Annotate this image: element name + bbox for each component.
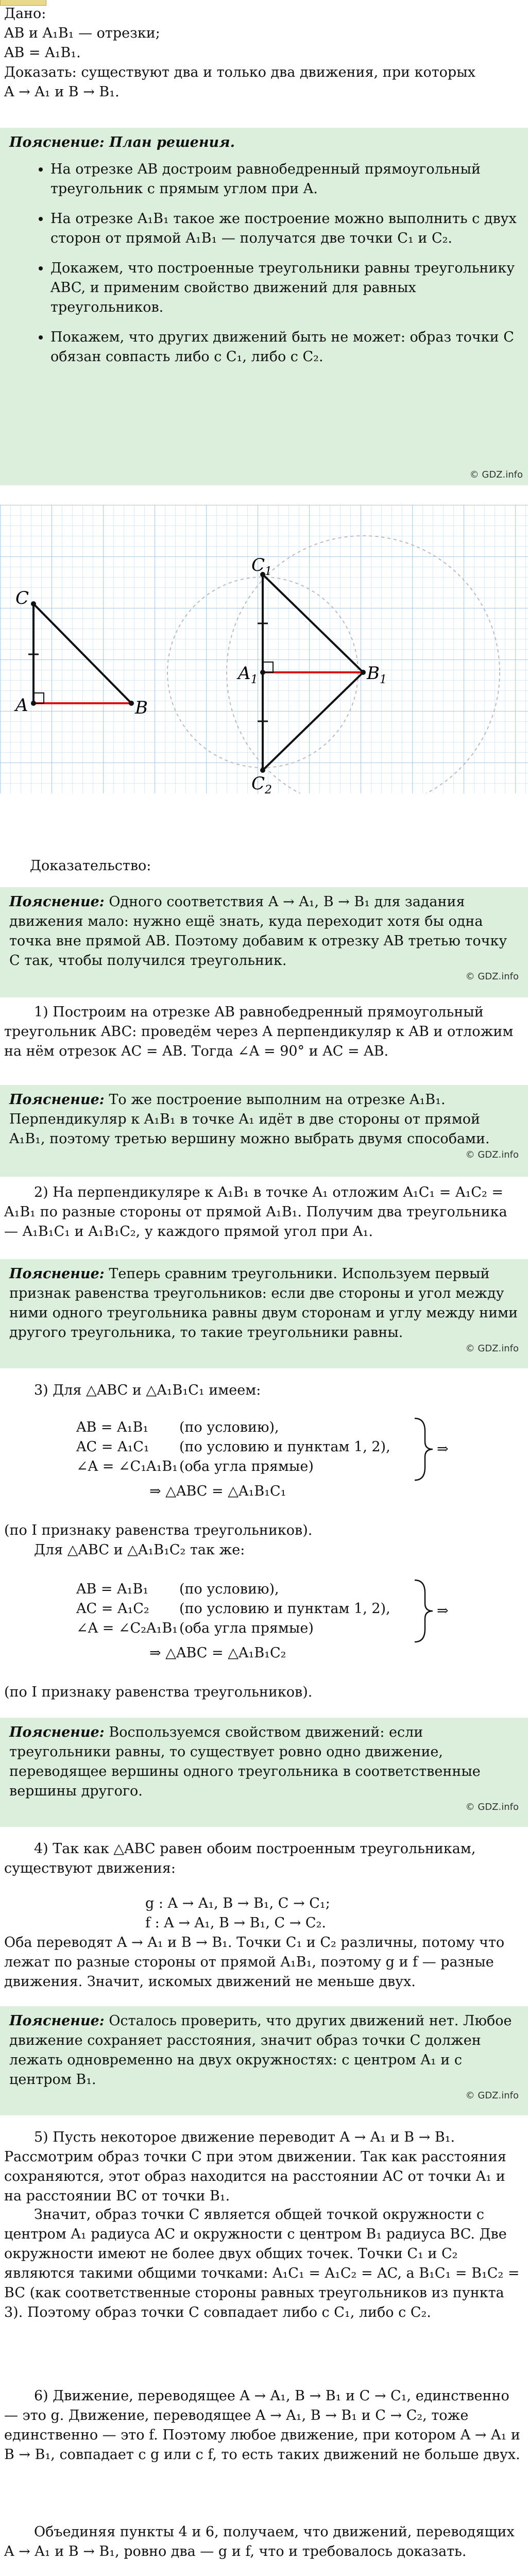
step-2: 2) На перпендикуляре к A₁B₁ в точке A₁ отложим A₁C₁ = A₁C₂ = A₁B₁ по разные стороны от прямой A₁B₁. Получим два треугольника — A₁B₁C₁ и A₁B₁C₂, у каждого прямой угол при A₁. <box>4 1184 507 1240</box>
step-5-p2: Значит, образ точки C является общей точкой окружности с центром A₁ радиуса AC и окружности с центром B₁ радиуса BC. Две окружности имеют не более двух общих точек. Точки C₁ и C₂ являются такими общими точками: A₁C₁ = A₁C₂ = AC, а B₁C₁ = B₁C₂ = BC (как соответственные стороны равных треугольников из пункта 3). Поэтому образ точки C совпадает либо с C₁, либо с C₂. <box>4 2207 520 2320</box>
plan-item: • Покажем, что других движений быть не может: образ точки C обязан совпасть либо с C₁, либо с C₂. <box>50 328 519 367</box>
after-2: (по I признаку равенства треугольников). <box>4 1684 313 1700</box>
movement-g: g : A → A₁, B → B₁, C → C₁; <box>145 1895 330 1911</box>
note-box-2 <box>0 1085 528 1177</box>
system-row: ∠A = ∠C₁A₁B₁ (оба угла прямые) <box>76 1459 314 1475</box>
movement-f: f : A → A₁, B → B₁, C → C₂. <box>145 1915 326 1931</box>
label-a: A <box>15 695 28 716</box>
note-text: Воспользуемся свойством движений: если треугольники равны, то существует ровно одно движение, переводящее вершины одного треугольника в соответственные вершины другого. <box>9 1724 481 1799</box>
label-b: B <box>135 698 148 718</box>
step-5-p1: 5) Пусть некоторое движение переводит A → A₁ и B → B₁. Рассмотрим образ точки C при этом движении. Так как расстояния сохраняются, этот образ находится на расстоянии AC от точки A₁ и на расстоянии BC от точки B₁. <box>4 2129 506 2204</box>
after-1: (по I признаку равенства треугольников). <box>4 1522 313 1538</box>
step-4-intro: 4) Так как △ABC равен обоим построенным треугольникам, существуют движения: <box>4 1841 476 1876</box>
note-box-4 <box>0 1718 528 1827</box>
label-b1: $B_1$ <box>367 663 387 686</box>
brace-2 <box>412 1578 458 1645</box>
label-c2: $C_2$ <box>251 773 272 793</box>
plan-list <box>9 160 519 367</box>
watermark: © GDZ.info <box>469 469 523 480</box>
plan-box <box>0 128 528 485</box>
given-line-2: AB = A₁B₁. <box>4 45 81 61</box>
watermark: © GDZ.info <box>465 1149 519 1160</box>
note-head: Пояснение: <box>9 1724 105 1740</box>
note-text: Одного соответствия A → A₁, B → B₁ для задания движения мало: нужно ещё знать, куда переходит хотя бы одна точка вне прямой AB. Поэтому добавим к отрезку AB третью точку C так, чтобы получился треугольник. <box>9 894 507 969</box>
note-head: Пояснение: <box>9 1266 105 1282</box>
plan-item: • На отрезке A₁B₁ такое же построение можно выполнить с двух сторон от прямой A₁B₁ — получатся две точки C₁ и C₂. <box>50 209 519 248</box>
note-text: Теперь сравним треугольники. Используем первый признак равенства треугольников: если две стороны и угол между ними одного треугольника равны двум сторонам и углу между ними другого треугольника, то такие треугольники равны. <box>9 1266 518 1341</box>
plan-head: Пояснение: План решения. <box>9 134 235 150</box>
system-row: AC = A₁C₂ (по условию и пунктам 1, 2), <box>76 1601 390 1617</box>
result-2: ⇒ △ABC = △A₁B₁C₂ <box>149 1645 286 1661</box>
watermark: © GDZ.info <box>465 2090 519 2101</box>
implies-2: ⇒ <box>437 1603 449 1619</box>
system-row: AC = A₁C₁ (по условию и пунктам 1, 2), <box>76 1439 390 1455</box>
note-box-3 <box>0 1259 528 1368</box>
note-head: Пояснение: <box>9 894 105 910</box>
note-box-5 <box>0 2006 528 2115</box>
system-row: ∠A = ∠C₂A₁B₁ (оба угла прямые) <box>76 1620 314 1636</box>
watermark: © GDZ.info <box>465 1802 519 1812</box>
system-row: AB = A₁B₁ (по условию), <box>76 1419 279 1435</box>
note-head: Пояснение: <box>9 1092 105 1108</box>
construction-figure <box>0 505 528 793</box>
label-a1: $A_1$ <box>238 663 258 686</box>
note-box-1 <box>0 887 528 997</box>
note-text: То же построение выполним на отрезке A₁B₁. Перпендикуляр к A₁B₁ в точке A₁ идёт в две стороны от прямой A₁B₁, поэтому третью вершину можно выбрать двумя способами. <box>9 1092 490 1147</box>
label-c1: $C_1$ <box>251 555 272 578</box>
given-block <box>4 4 522 102</box>
note-text: Осталось проверить, что других движений нет. Любое движение сохраняет расстояния, значит образ точки C должен лежать одновременно на двух окружностях: с центром A₁ и с центром B₁. <box>9 2013 512 2088</box>
brace-1 <box>412 1416 458 1483</box>
step-4-text: Оба переводят A → A₁ и B → B₁. Точки C₁ и C₂ различны, потому что лежат по разные стороны от прямой A₁B₁, поэтому g и f — разные движения. Значит, искомых движений не меньше двух. <box>4 1935 505 1990</box>
note-head: Пояснение: <box>9 2013 105 2029</box>
prove-line-1: Доказать: существуют два и только два движения, при которых <box>4 64 475 80</box>
result-1: ⇒ △ABC = △A₁B₁C₁ <box>149 1483 286 1499</box>
step-3-intro-1: 3) Для △ABC и △A₁B₁C₁ имеем: <box>34 1382 261 1398</box>
watermark: © GDZ.info <box>465 1343 519 1354</box>
prove-line-2: A → A₁ и B → B₁. <box>4 84 120 100</box>
step-3-intro-2: Для △ABC и △A₁B₁C₂ так же: <box>34 1542 245 1558</box>
implies-1: ⇒ <box>437 1441 449 1457</box>
system-row: AB = A₁B₁ (по условию), <box>76 1581 279 1597</box>
given-line-1: AB и A₁B₁ — отрезки; <box>4 25 160 41</box>
plan-item: • На отрезке AB достроим равнобедренный прямоугольный треугольник с прямым углом при A. <box>50 160 519 199</box>
conclusion: Объединяя пункты 4 и 6, получаем, что движений, переводящих A → A₁ и B → B₁, ровно два — g и f, что и требовалось доказать. <box>4 2524 515 2560</box>
label-c: C <box>15 588 29 608</box>
step-6: 6) Движение, переводящее A → A₁, B → B₁ и C → C₁, единственно — это g. Движение, переводящее A → A₁, B → B₁ и C → C₂, тоже единственно — это f. Поэтому любое движение, при котором A → A₁ и B → B₁, совпадает с g или с f, то есть таких движений не больше двух. <box>4 2388 520 2463</box>
proof-label: Доказательство: <box>30 858 151 874</box>
plan-item: • Докажем, что построенные треугольники равны треугольнику ABC, и применим свойство движений для равных треугольников. <box>50 259 519 317</box>
watermark: © GDZ.info <box>465 971 519 982</box>
step-1: 1) Построим на отрезке AB равнобедренный прямоугольный треугольник ABC: проведём через A перпендикуляр к AB и отложим на нём отрезок AC = AB. Тогда ∠A = 90° и AC = AB. <box>4 1004 514 1059</box>
given-label: Дано: <box>4 6 46 22</box>
